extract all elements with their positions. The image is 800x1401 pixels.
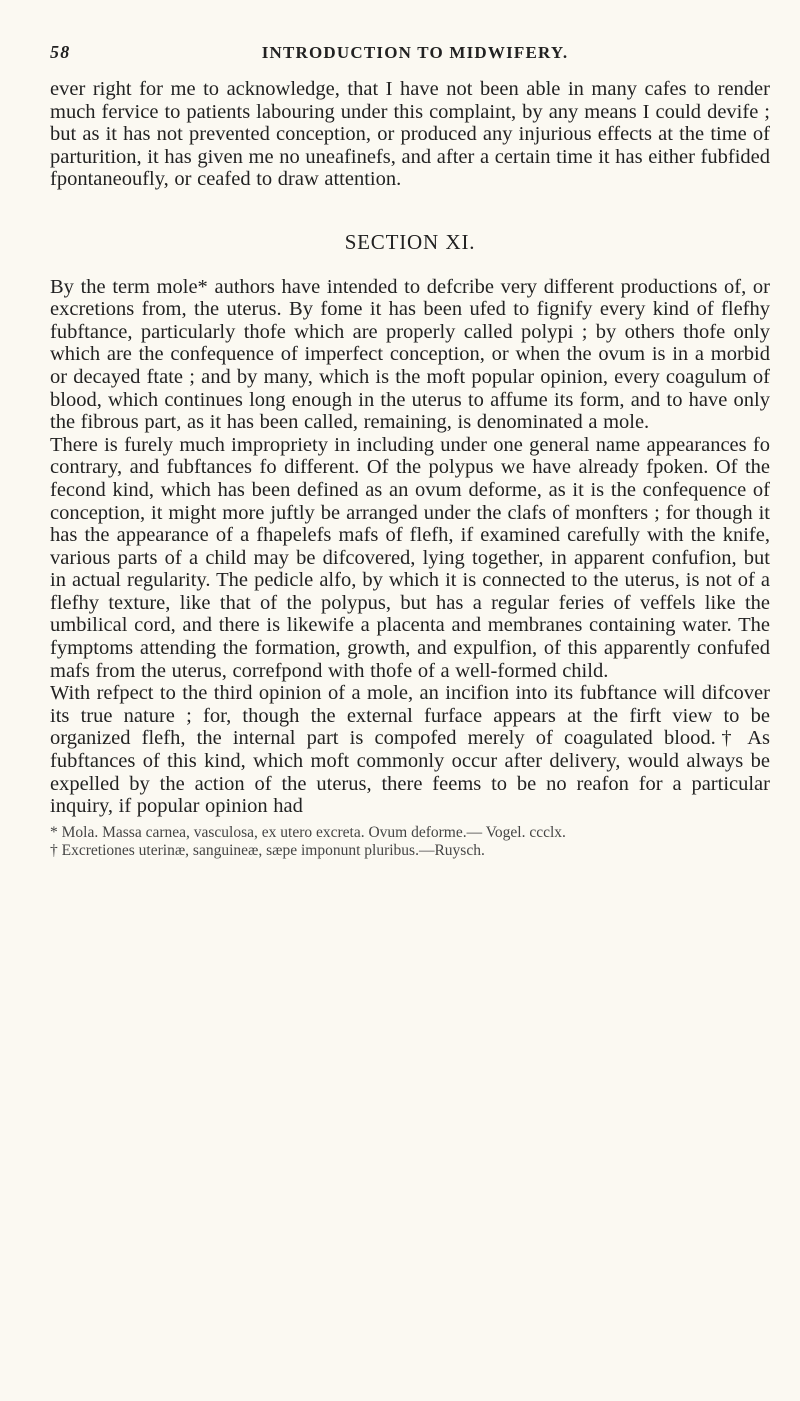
section-heading: SECTION XI. [344, 229, 476, 254]
page-number: 58 [50, 42, 71, 62]
running-head [50, 42, 770, 78]
body-text [50, 78, 770, 818]
paragraph-third-opinion: With refpect to the third opinion of a mole, an incifion into its fubftance will difcover its true nature ; for, though the external furface appears at the firft view to be organized flefh, the internal part is compofed merely of coagulated blood.† As fubftances of this kind, which moft commonly occur after delivery, would always be expelled by the action of the uterus, there feems to be no reafon for a particular inquiry, if popular opinion had [50, 682, 770, 818]
footnote-mola: * Mola. Massa carnea, vasculosa, ex utero excreta. Ovum deforme.— Vogel. ccclx. [50, 823, 566, 841]
paragraph-continuation: ever right for me to acknowledge, that I have not been able in many cafes to render much fervice to patients labouring under this complaint, by any means I could devife ; but as it has not prevented conception, or produced any injurious effects at the time of parturition, it has given me no uneafinefs, and after a certain time it has either fubfided fpontaneoufly, or ceafed to draw attention. [50, 78, 770, 191]
paragraph-impropriety: There is furely much impropriety in including under one general name appearances fo contrary, and fubftances fo different. Of the polypus we have already fpoken. Of the fecond kind, which has been defined as an ovum deforme, as it is the confequence of conception, it might more juftly be arranged under the clafs of monfters ; for though it has the appearance of a fhapelefs mafs of flefh, if examined carefully with the knife, various parts of a child may be difcovered, lying together, in apparent confufion, but in actual regularity. The pedicle alfo, by which it is connected to the uterus, is not of a flefhy texture, like that of the polypus, but has a regular feries of veffels like the umbilical cord, and there is likewife a placenta and membranes containing water. The fymptoms attending the formation, growth, and expulfion, of this apparently confufed mafs from the uterus, correfpond with thofe of a well-formed child. [50, 433, 770, 682]
book-page [50, 42, 770, 860]
running-title: INTRODUCTION TO MIDWIFERY. [261, 43, 569, 62]
footnotes [50, 824, 770, 860]
footnote-excretiones: † Excretiones uterinæ, sanguineæ, sæpe imponunt pluribus.—Ruysch. [50, 841, 485, 859]
paragraph-mole-definition: By the term mole* authors have intended to defcribe very different productions of, or excretions from, the uterus. By fome it has been ufed to fignify every kind of flefhy fubftance, particularly thofe which are properly called polypi ; by others thofe only which are the confequence of imperfect conception, or when the ovum is in a morbid or decayed ftate ; and by many, which is the moft popular opinion, every coagulum of blood, which continues long enough in the uterus to affume its form, and to have only the fibrous part, as it has been called, remaining, is denominated a mole. [50, 275, 770, 434]
